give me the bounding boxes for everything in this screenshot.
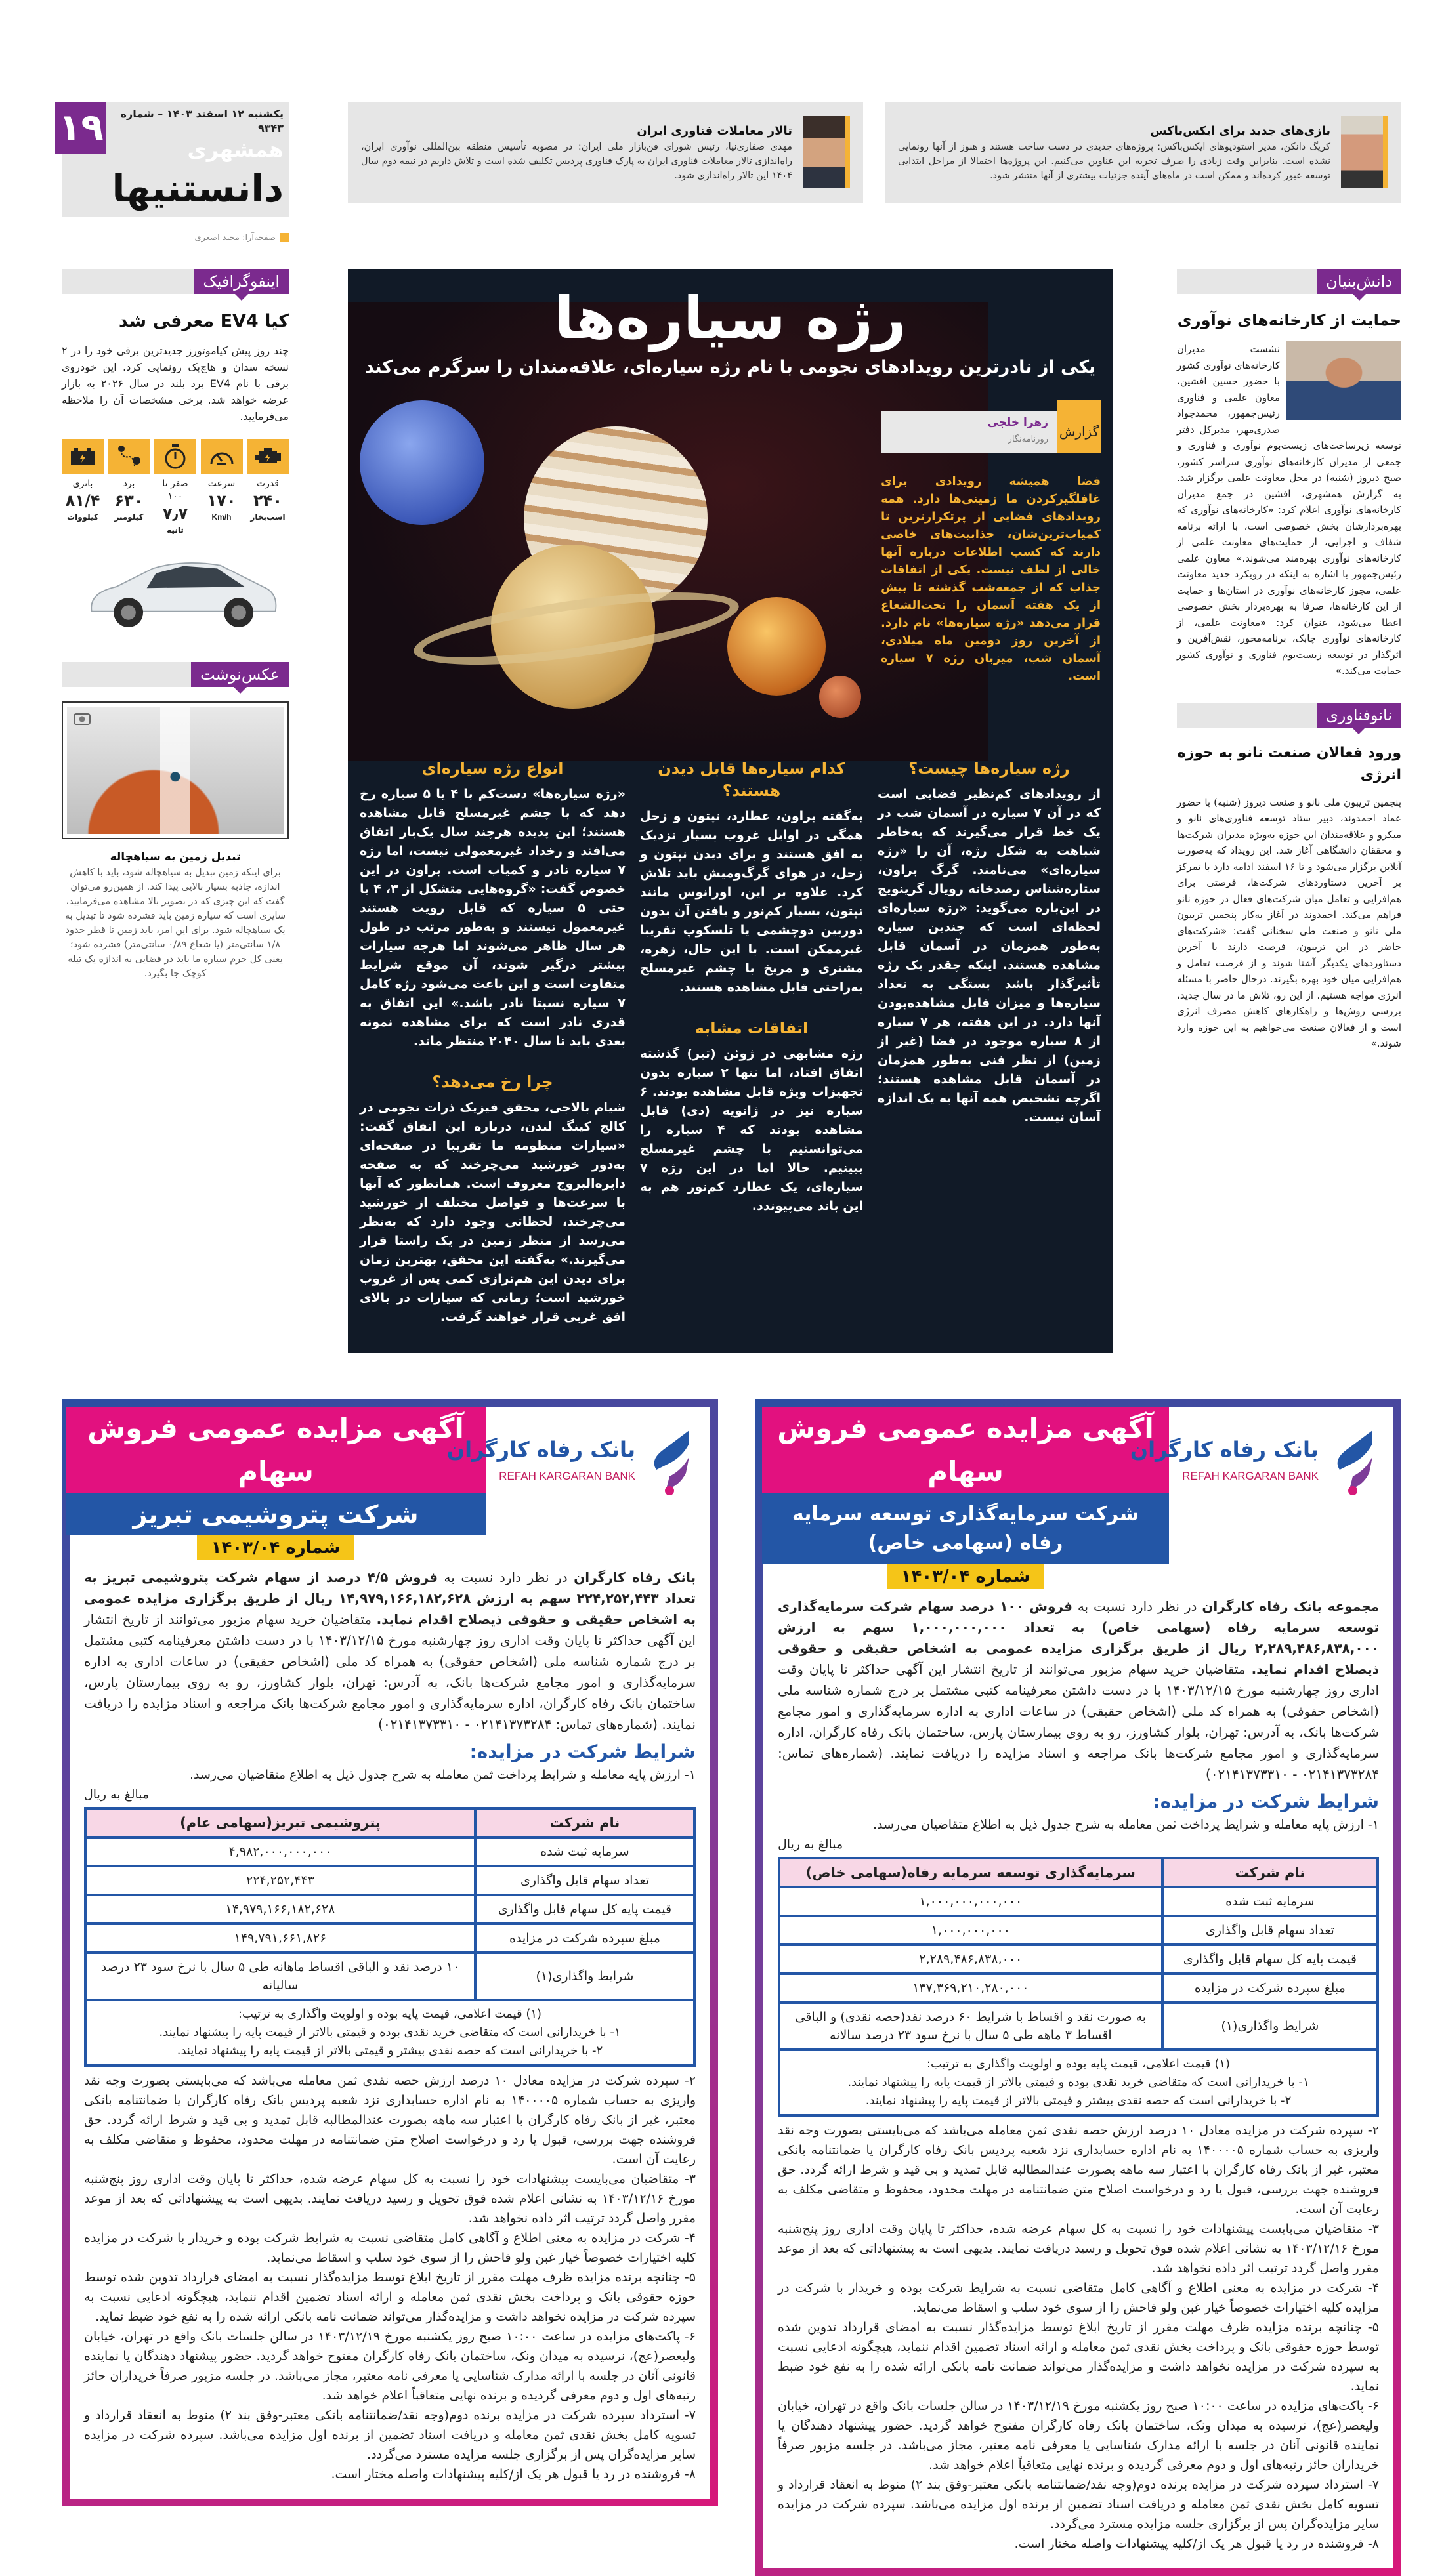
box-title: تالار معاملات فناوری ایران [637, 124, 792, 138]
section-heading: انواع رژه سیاره‌ای [421, 759, 564, 778]
section-tag: نانوفناوری [1317, 703, 1401, 728]
ad-header [84, 1407, 696, 1560]
auction-ad-tabriz-petrochemical [62, 1399, 718, 2506]
box-content [361, 116, 792, 196]
tag-bar [1177, 703, 1401, 728]
auction-table [778, 1857, 1379, 2117]
table-row: تعداد سهام قابل واگذاری ۲۲۴,۲۵۲,۴۴۳ [85, 1866, 694, 1895]
section-tag: دانش‌بنیان [1317, 269, 1401, 294]
route-icon [108, 439, 150, 474]
table-row: سرمایه ثبت شده ۴,۹۸۲,۰۰۰,۰۰۰,۰۰۰ [85, 1837, 694, 1866]
ad-titles [762, 1407, 1169, 1589]
box-content [898, 116, 1330, 196]
ad-title: آگهی مزایده عمومی فروش سهام [762, 1407, 1169, 1493]
table-row: شرایط واگذاری(۱) به صورت نقد و اقساط با شرایط ۶۰ درصد نقد(حصه نقدی) و الباقی اقساط ۳ ماهه طی ۵ سال با نرخ سود ۲۳ درصد سالانه [779, 2003, 1378, 2050]
venus-image [727, 597, 826, 696]
spec-range: برد ۶۳۰ کیلومتر [108, 439, 150, 536]
infographic [62, 269, 289, 636]
conditions-heading: شرایط شرکت در مزایده: [1153, 1791, 1379, 1812]
author-name: زهرا خلجی [987, 416, 1048, 429]
table-header: نام شرکت پتروشیمی تبریز(سهامی عام) [85, 1808, 694, 1837]
credit-marker [280, 233, 289, 242]
ad-intro: بانک رفاه کارگران در نظر دارد نسبت به فروش ۴/۵ درصد از سهام شرکت پتروشیمی تبریز به تعداد ۲۲۴,۲۵۲,۴۴۳ سهم به ارزش ۱۴,۹۷۹,۱۶۶,۱۸۲,۶۲۸ ریال از طریق برگزاری مزایده عمومی به اشخاص حقیقی و حقوقی ذیصلاح اقدام نماید. متقاضیان خرید سهام مزبور می‌توانند از تاریخ انتشار این آگهی حداکثر تا پایان وقت اداری روز چهارشنبه مورخ ۱۴۰۳/۱۲/۱۵ با در دست داشتن معرفینامه کتبی مشتمل بر درج شماره شناسه ملی (اشخاص حقوقی) به همراه کد ملی (اشخاص حقیقی) در ساعات اداری به اداره سرمایه‌گذاری و امور مجامع شرکت‌ها بانک، به آدرس: تهران، بلوار کشاورز، رو به روی بیمارستان پارس، ساختمان بانک رفاه کارگران، اداره سرمایه‌گذاری و امور مجامع شرکت‌ها بانک مراجعه و اسناد مزایده را دریافت نمایند. (شماره‌های تماس: ۰۲۱۴۱۳۷۳۲۸۴ - ۰۲۱۴۱۳۷۳۳۱۰) [84, 1569, 696, 1732]
auction-terms: ۲- سپرده شرکت در مزایده معادل ۱۰ درصد ارزش حصه نقدی ثمن معامله می‌باشد که می‌بایستی بصورت وجه نقد واریزی به حساب شماره ۱۴۰۰۰۰۵ به نام اداره حسابداری نزد شعبه پردیس بانک رفاه کارگران یا ضمانتنامه بانکی معتبر، غیر از بانک رفاه کارگران با اعتبار سه ماهه بصورت عندالمطالبه قابل تمدید و بی قید و شرط ارائه گردد. حق فروشنده جهت بررسی، قبول یا رد و درخواست اصلاح متن ضمانتنامه در مهلت محدود، محفوظ و متقاضی مکلف به رعایت آن است. ۳- متقاضیان می‌بایست پیشنهادات خود را نسبت به کل سهام عرضه شده، حداکثر تا پایان وقت اداری روز پنج‌شنبه مورخ ۱۴۰۳/۱۲/۱۶ به نشانی اعلام شده فوق تحویل و رسید دریافت نمایند. بدیهی است به پیشنهاداتی که بعد از موعد مقرر واصل گردد ترتیب اثر داده نخواهد شد. ۴- شرکت در مزایده به معنی اطلاع و آگاهی کامل متقاضی نسبت به شرایط شرکت بوده و خریدار با شرکت در مزایده کلیه اختیارات خصوصاً خیار غبن ولو فاحش را از سوی خود سلب و اسقاط می‌نماید. ۵- چنانچه برنده مزایده ظرف مهلت مقرر از تاریخ ابلاغ توسط مزایده‌گذار نسبت به امضای قرارداد تدوین شده توسط حوزه حقوقی بانک و پرداخت بخش نقدی ثمن معامله و ارائه اسناد تضمین اقدام ننماید، هیچگونه ادعایی نسبت به سپرده شرکت در مزایده نخواهد داشت و مزایده‌گذار می‌تواند ضمانت نامه بانکی ارائه شده را به نفع خود ضبط نماید. ۶- پاکت‌های مزایده در ساعت ۱۰:۰۰ صبح روز یکشنبه مورخ ۱۴۰۳/۱۲/۱۹ در سالن جلسات بانک واقع در تهران، خیابان ولیعصر(عج)، نرسیده به میدان ونک، ساختمان بانک رفاه کارگران مفتوح خواهد گردید. حضور پیشنهاد دهندگان یا نماینده قانونی آنان در جلسه با ارائه مدارک شناسایی یا معرفی نامه معتبر، مجاز می‌باشد. در جلسه مزبور صرفاً خریداران حائز رتبه‌های اول و دوم معرفی گردیده و برنده نهایی متعاقباً اعلام خواهد شد. ۷- استرداد سپرده شرکت در مزایده برنده دوم(وجه نقد/ضمانتنامه بانکی معتبر-وفق بند ۲) منوط به انعقاد قرارداد و تسویه کامل بخش نقدی ثمن معامله و دریافت اسناد تضمین از برنده اول مزایده می‌باشد. سپرده شرکت در مزایده سایر مزایده‌گران پس از برگزاری جلسه مزایده مسترد می‌گردد. ۸- فروشنده در رد یا قبول هر یک از/کلیه پیشنهادات واصله مختار است. [84, 2073, 696, 2482]
article-kind: گزارش [1057, 400, 1101, 453]
feature-title: رژه سیاره‌ها [554, 284, 906, 352]
auction-table [84, 1807, 696, 2067]
nano-article [1177, 703, 1401, 1052]
section-heading: رژه سیاره‌ها چیست؟ [908, 759, 1070, 778]
table-row: قیمت پایه کل سهام قابل واگذاری ۲,۲۸۹,۴۸۶,۸۳۸,۰۰۰ [779, 1945, 1378, 1974]
portrait-photo [803, 116, 850, 188]
feature-intro [881, 400, 1101, 685]
ads-row [62, 1399, 1401, 2576]
headline: ورود فعالان صنعت نانو به حوزه انرژی [1177, 744, 1401, 783]
box-text: کریگ دانکن، مدیر استودیوهای ایکس‌باکس: پروژه‌های جدیدی در دست ساخت هستند و هنوز از آنها رونمایی نشده است. بنابراین وقت زیادی را صرف تجربه این عناوین می‌کنیم. این پروژه‌ها احتمالا از مراحل ابتدایی توسعه عبور کرده‌اند و ممکن است در ماه‌های آینده جزئیات بیشتری از آنها منتشر شود. [898, 142, 1330, 181]
right-column [1177, 269, 1401, 1052]
planet-art [360, 400, 868, 741]
section-similar-events [640, 1017, 863, 1216]
table-row: قیمت پایه کل سهام قابل واگذاری ۱۴,۹۷۹,۱۶۶,۱۸۲,۶۲۸ [85, 1895, 694, 1924]
spec-speed: سرعت ۱۷۰ Km/h [201, 439, 243, 536]
photo-title: تبدیل زمین به سیاهچاله [110, 850, 241, 863]
section-heading: کدام سیاره‌ها قابل دیدن هستند؟ [658, 759, 845, 800]
top-box-tech-exchange [348, 102, 863, 203]
page-number: ۱۹ [55, 102, 106, 154]
section-text: رژه مشابهی در ژوئن (تیر) گذشته اتفاق افتاد، اما تنها ۲ سیاره بدون تجهیزات ویژه قابل مشاهده بودند. ۶ سیاره نیز در ژانویه (دی) قابل مشاهده بودند که ۴ سیاره را می‌توانستیم با چشم غیرمسلح ببینیم. حالا اما در این رژه ۷ سیاره‌ای، یک عطارد کم‌نور هم به این باند می‌پیوندد. [640, 1047, 863, 1213]
feature-col-3 [360, 757, 626, 1346]
engine-icon [247, 439, 289, 474]
battery-icon [62, 439, 104, 474]
section-visible-planets [640, 757, 863, 997]
ad-intro: مجموعه بانک رفاه کارگران در نظر دارد نسبت به فروش ۱۰۰ درصد سهام شرکت سرمایه‌گذاری توسعه سرمایه رفاه (سهامی خاص) به تعداد ۱,۰۰۰,۰۰۰,۰۰۰ سهم به ارزش ۲,۲۸۹,۴۸۶,۸۳۸,۰۰۰ ریال از طریق برگزاری مزایده عمومی به اشخاص حقیقی و حقوقی ذیصلاح اقدام نماید. متقاضیان خرید سهام مزبور می‌توانند از تاریخ انتشار این آگهی حداکثر تا پایان وقت اداری روز چهارشنبه مورخ ۱۴۰۳/۱۲/۱۵ با در دست داشتن معرفینامه کتبی مشتمل بر درج شماره شناسه ملی (اشخاص حقوقی) به همراه کد ملی (اشخاص حقیقی) در ساعات اداری به اداره سرمایه‌گذاری و امور مجامع شرکت‌ها بانک، به آدرس: تهران، بلوار کشاورز، رو به روی بیمارستان پارس، ساختمان بانک رفاه کارگران، اداره سرمایه‌گذاری و امور مجامع شرکت‌ها بانک مراجعه و اسناد مزایده را دریافت نمایند. (شماره‌های تماس: ۰۲۱۴۱۳۷۳۲۸۴ - ۰۲۱۴۱۳۷۳۳۱۰) [778, 1598, 1380, 1782]
feature-top-row [360, 400, 1101, 741]
feature-col-2 [640, 757, 863, 1346]
portrait-photo [1341, 116, 1388, 188]
box-text: مهدی صفاری‌نیا، رئیس شورای فن‌بازار ملی ایران: در مصوبه تأسیس منطقه بین‌المللی نوآوری ایران، راه‌اندازی تالار معاملات فناوری ایران به پارک فناوری پردیس تکلیف شده است و تلاش داریم در نیمه دوم سال ۱۴۰۴ این تالار راه‌اندازی شود. [361, 142, 792, 181]
section-why [360, 1071, 626, 1327]
bank-logo-mark [1327, 1430, 1379, 1496]
tag-bar [62, 269, 289, 294]
section-text: «رژه سیاره‌ها» دست‌کم با ۴ یا ۵ سیاره رخ دهد که با چشم غیرمسلح قابل مشاهده هستند؛ این پدیده هرچند سال یک‌بار اتفاق می‌افتد و رخداد غیرمعمولی نیست، اما رژه ۷ سیاره نادر و کمیاب است. براون در این خصوص گفت: «گروه‌هایی متشکل از ۳، ۴ یا حتی ۵ سیاره که قابل رویت هستند غیرمعمول نیستند و به‌طور مرتب در طول هر سال ظاهر می‌شوند اما هرچه سیارات بیشتر درگیر شوند، آن موقع شرایط متفاوت است و این باعث می‌شود رژه کامل ۷ سیاره نسبتا نادر باشد.» این اتفاق به قدری نادر است که برای مشاهده نمونه بعدی باید تا سال ۲۰۴۰ منتظر ماند. [360, 787, 626, 1049]
date-line: یکشنبه ۱۲ اسفند ۱۴۰۳ – شماره ۹۳۴۳ [120, 108, 284, 135]
conditions-heading: شرایط شرکت در مزایده: [469, 1741, 696, 1762]
feature-planet-parade [348, 269, 1113, 1353]
article-photo [1286, 341, 1401, 420]
mars-image [819, 676, 861, 718]
table-footnote: (۱) قیمت اعلامی، قیمت پایه بوده و اولویت واگذاری به ترتیب: ۱- با خریدارانی است که متقاضی خرید نقدی بوده و قیمتی بالاتر از قیمت پایه را پیشنهاد نمایند. ۲- با خریدارانی است که حصه نقدی بیشتر و قیمتی بالاتر از قیمت پایه را پیشنهاد نمایند. [85, 2000, 694, 2066]
currency-note: مبالغ به ریال [778, 1837, 843, 1852]
camera-icon [74, 713, 91, 725]
section-text: شیام بالاجی، محقق فیزیک ذرات نجومی در کالج کینگ لندن، درباره این اتفاق گفت: «سیارات منظومه ما تقریبا در صفحه‌ای به‌دور خورشید می‌چرخند که به صفحه دایره‌البروج معروف است. همانطور که آنها با سرعت‌ها و فواصل مختلف از خورشید می‌چرخند، لحظاتی وجود دارد که به‌نظر می‌رسد از منظر زمین در یک راستا قرار می‌گیرند.» به‌گفته این محقق، بهترین زمان برای دیدن این هم‌ترازی کمی پس از غروب خورشید است؛ زمانی که سیارات در بالای افق غربی قرار خواهند گرفت. [360, 1100, 626, 1324]
table-row: تعداد سهام قابل واگذاری ۱,۰۰۰,۰۰۰,۰۰۰ [779, 1916, 1378, 1945]
currency-note: مبالغ به ریال [84, 1787, 150, 1802]
layout-credit: صفحه‌آرا: مجید اصغری [62, 231, 289, 244]
section-what-is [878, 757, 1101, 1127]
table-row: مبلغ سپرده شرکت در مزایده ۱۳۷,۳۶۹,۲۱۰,۲۸۰,۰۰۰ [779, 1974, 1378, 2003]
photo-marble-in-bottle [67, 707, 284, 834]
bank-logo: بانک رفاه کارگران REFAH KARGARAN BANK [486, 1426, 696, 1505]
condition-1: ۱- ارزش پایه معامله و شرایط پرداخت ثمن معامله به شرح جدول ذیل به اطلاع متقاضیان می‌رسد. [189, 1768, 696, 1782]
section-text: از رویدادهای کم‌نظیر فضایی است که در آن ۷ سیاره در آسمان شب در یک خط قرار می‌گیرند که به‌خاطر شباهت به شکل رژه، آن را «رژه سیاره‌ای» می‌نامند. گرگ براون، ستاره‌شناس رصدخانه رویال گرینویچ در این‌باره می‌گوید: «رژه سیاره‌ای لحظه‌ای است که چندین سیاره به‌طور همزمان در آسمان قابل مشاهده هستند. اینکه چقدر یک رژه تأثیرگذار باشد بستگی به تعداد سیاره‌ها و میزان قابل مشاهده‌بودن آنها دارد. در این هفته، هر ۷ سیاره از ۸ سیاره موجود در فضا (غیر از زمین) از نظر فنی به‌طور همزمان در آسمان قابل مشاهده هستند؛ اگرچه تشخیص همه آنها به یک اندازه آسان نیست. [878, 787, 1101, 1125]
table-row: مبلغ سپرده شرکت در مزایده ۱۴۹,۷۹۱,۶۶۱,۸۲۶ [85, 1924, 694, 1953]
feature-sections [360, 757, 1101, 1346]
ad-header [778, 1407, 1379, 1589]
paper-logo: همشهری [187, 137, 284, 162]
ad-company: شرکت سرمایه‌گذاری توسعه سرمایه رفاه (سهامی خاص) [762, 1493, 1169, 1564]
masthead [58, 102, 289, 217]
bank-logo-mark [643, 1430, 696, 1496]
photo-caption: برای اینکه زمین تبدیل به سیاهچاله شود، باید با کاهش اندازه، جاذبه بسیار بالایی پیدا کند. از همین‌رو می‌توان گفت که این چیزی که در تصویر بالا مشاهده می‌فرمایید، سایزی است که سیاره زمین باید فشرده شود تا تبدیل به یک سیاهچاله شود. برای این امر، باید زمین تا قطر حدود ۱/۸ سانتی‌متر (یا شعاع ۰/۸۹ سانتی‌متر) فشرده شود؛ یعنی کل جرم سیاره ما باید در فضایی به اندازه یک تیله کوچک جا بگیرد. [64, 867, 286, 979]
knowledge-article [1177, 269, 1401, 679]
headline: کیا EV4 معرفی شد [118, 311, 289, 331]
table-footnote: (۱) قیمت اعلامی، قیمت پایه بوده و اولویت واگذاری به ترتیب: ۱- با خریدارانی است که متقاضی خرید نقدی بوده و قیمتی بالاتر از قیمت پایه را پیشنهاد نمایند. ۲- با خریدارانی است که حصه نقدی بیشتر و قیمتی بالاتر از قیمت پایه را پیشنهاد نمایند. [779, 2050, 1378, 2115]
spec-acceleration: صفر تا ۱۰۰ ۷٫۷ ثانیه [154, 439, 196, 536]
page-body [62, 269, 1401, 2576]
photo-note [62, 662, 289, 981]
section-heading: چرا رخ می‌دهد؟ [432, 1073, 553, 1091]
spec-list [62, 439, 289, 536]
ad-number: شماره ۱۴۰۳/۰۴ [887, 1564, 1045, 1589]
author-role: روزنامه‌نگار [1008, 434, 1048, 444]
feature-subtitle: یکی از نادرترین رویدادهای نجومی با نام رژه سیاره‌ای، علاقه‌مندان را سرگرم می‌کند [364, 357, 1096, 377]
neptune-image [360, 400, 484, 525]
feature-lead: فضا همیشه رویدادی برای غافلگیرکردن ما زمینی‌ها دارد. همه رویدادهای فضایی از پرتکرارترین تا کمیاب‌ترین‌شان، جذابیت‌های خاصی دارند که کسب اطلاعات درباره آنها خالی از لطف نیست. یکی از اتفاقات جذاب که از جمعه‌شب گذشته تا بیش از یک هفته آسمان را تحت‌الشعاع قرار می‌دهد «رژه سیاره‌ها» نام دارد. از آخرین روز دومین ماه میلادی، آسمان شب، میزبان رژه ۷ سیاره است. [881, 474, 1101, 683]
ad-number: شماره ۱۴۰۳/۰۴ [197, 1535, 355, 1560]
left-column [62, 269, 289, 981]
byline [881, 411, 1101, 453]
speedometer-icon [201, 439, 243, 474]
masthead-text [106, 102, 289, 217]
auction-terms: ۲- سپرده شرکت در مزایده معادل ۱۰ درصد ارزش حصه نقدی ثمن معامله می‌باشد که می‌بایستی بصورت وجه نقد واریزی به حساب شماره ۱۴۰۰۰۰۵ به نام اداره حسابداری نزد شعبه پردیس بانک رفاه کارگران یا ضمانتنامه بانکی معتبر، غیر از بانک رفاه کارگران با اعتبار سه ماهه بصورت عندالمطالبه قابل تمدید و بی قید و شرط ارائه گردد. حق فروشنده جهت بررسی، قبول یا رد و درخواست اصلاح متن ضمانتنامه در مهلت محدود، محفوظ و متقاضی مکلف به رعایت آن است. ۳- متقاضیان می‌بایست پیشنهادات خود را نسبت به کل سهام عرضه شده، حداکثر تا پایان وقت اداری روز پنج‌شنبه مورخ ۱۴۰۳/۱۲/۱۶ به نشانی اعلام شده فوق تحویل و رسید دریافت نمایند. بدیهی است به پیشنهاداتی که بعد از موعد مقرر واصل گردد ترتیب اثر داده نخواهد شد. ۴- شرکت در مزایده به معنی اطلاع و آگاهی کامل متقاضی نسبت به شرایط شرکت بوده و خریدار با شرکت در مزایده کلیه اختیارات خصوصاً خیار غبن ولو فاحش را از سوی خود سلب و اسقاط می‌نماید. ۵- چنانچه برنده مزایده ظرف مهلت مقرر از تاریخ ابلاغ توسط مزایده‌گذار نسبت به امضای قرارداد تدوین شده توسط حوزه حقوقی بانک و پرداخت بخش نقدی ثمن معامله و ارائه اسناد تضمین اقدام ننماید، هیچگونه ادعایی نسبت به سپرده شرکت در مزایده نخواهد داشت و مزایده‌گذار می‌تواند ضمانت نامه بانکی ارائه شده را به نفع خود ضبط نماید. ۶- پاکت‌های مزایده در ساعت ۱۰:۰۰ صبح روز یکشنبه مورخ ۱۴۰۳/۱۲/۱۹ در سالن جلسات بانک واقع در تهران، خیابان ولیعصر(عج)، نرسیده به میدان ونک، ساختمان بانک رفاه کارگران مفتوح خواهد گردید. حضور پیشنهاد دهندگان یا نماینده قانونی آنان در جلسه با ارائه مدارک شناسایی یا معرفی نامه معتبر، مجاز می‌باشد. در جلسه مزبور صرفاً خریداران حائز رتبه‌های اول و دوم معرفی گردیده و برنده نهایی متعاقباً اعلام خواهد شد. ۷- استرداد سپرده شرکت در مزایده برنده دوم(وجه نقد/ضمانتنامه بانکی معتبر-وفق بند ۲) منوط به انعقاد قرارداد و تسویه کامل بخش نقدی ثمن معامله و دریافت اسناد تضمین از برنده اول مزایده می‌باشد. سپرده شرکت در مزایده سایر مزایده‌گران پس از برگزاری جلسه مزایده مسترد می‌گردد. ۸- فروشنده در رد یا قبول هر یک از/کلیه پیشنهادات واصله مختار است. [777, 2123, 1380, 2551]
photo-frame [62, 701, 289, 839]
section-text: به‌گفته براون، عطارد، نپتون و زحل همگی در اوایل غروب بسیار نزدیک به افق هستند و برای دیدن نپتون و زحل، در هوای گرگ‌ومیش باید تلاش کرد. علاوه بر این، اورانوس مانند نپتون، بسیار کم‌نور و یافتن آن بدون دوربین دوچشمی یا تلسکوپ تقریبا غیرممکن است. با این حال، زهره، مشتری و مریخ با چشم غیرمسلح به‌راحتی قابل مشاهده هستند. [640, 809, 863, 995]
section-heading: اتفاقات مشابه [694, 1019, 809, 1037]
article-text: پنجمین تریبون ملی نانو و صنعت دیروز (شنبه) با حضور عماد احمدوند، دبیر ستاد توسعه فناوری‌های نانو و میکرو و علاقه‌مندان این حوزه به‌ویژه مدیران شرکت‌ها و محققان دانشگاهی آغاز شد. این رویداد که به‌صورت آنلاین برگزار می‌شود و تا ۱۶ اسفند ادامه دارد با تمرکز بر آخرین دستاوردهای شرکت‌ها، فرصتی برای هم‌افزایی و تعامل میان شرکت‌های فعال در حوزه نانو فراهم می‌کند. احمدوند در آغاز به‌کار پنجمین تریبون ملی نانو و صنعت طی سخنانی گفت: «شرکت‌های حاضر در این تریبون، فرصت دارند با آخرین دستاوردهای یکدیگر آشنا شوند و از فرصت تعامل و هم‌افزایی میان خود بهره بگیرند. درحال حاضر با مسئله انرژی مواجه هستیم. از این رو، تلاش ما در سال جدید، بررسی روش‌ها و راهکارهای کاهش مصرف انرژی است و از فعالان صنعت می‌خواهیم به این حوزه وارد شوند.» [1177, 796, 1401, 1049]
top-box-xbox [885, 102, 1401, 203]
condition-1: ۱- ارزش پایه معامله و شرایط پرداخت ثمن معامله به شرح جدول ذیل به اطلاع متقاضیان می‌رسد. [872, 1818, 1379, 1832]
article-text: نشست مدیران کارخانه‌های نوآوری کشور با حضور حسین افشین، معاون علمی و فناوری رئیس‌جمهور، محمدجواد صدری‌مهر، مدیرکل دفتر توسعه زیرساخت‌های زیست‌بوم نوآوری و فناوری و جمعی از مدیران کارخانه‌های نوآوری سراسر کشور، صبح دیروز (شنبه) در محل معاونت علمی برگزار شد. به گزارش همشهری، افشین در جمع مدیران کارخانه‌های نوآوری اعلام کرد: «کارخانه‌های نوآوری که بهره‌بردارشان بخش خصوصی است، با ارائه برنامه شفاف و اجرایی، از حمایت‌های معاونت علمی از کارخانه‌های نوآوری بهره‌مند می‌شوند.» معاون علمی رئیس‌جمهور با اشاره به اینکه در رویکرد جدید معاونت علمی، مجوز کارخانه‌های نوآوری در استان‌ها و حمایت از این کارخانه‌ها، صرفا به بهره‌بردار بخش خصوصی اعطا می‌شود، عنوان کرد: «معاونت علمی، از کارخانه‌های نوآوری چابک، برنامه‌محور، نقش‌آفرین و اثرگذار در توسعه زیست‌بوم فناوری و نوآوری کشور حمایت می‌کند.» [1177, 341, 1401, 679]
spec-battery: باتری ۸۱/۴ کیلووات [62, 439, 104, 536]
table-row: سرمایه ثبت شده ۱,۰۰۰,۰۰۰,۰۰۰,۰۰۰ [779, 1887, 1378, 1916]
section-types [360, 757, 626, 1051]
main-columns [62, 269, 1401, 1353]
section-tag: اینفوگرافیک [194, 269, 289, 294]
section-title: دانستنیها [112, 166, 284, 211]
headline: حمایت از کارخانه‌های نوآوری [1177, 311, 1401, 329]
auction-ad-refah-investment [755, 1399, 1401, 2576]
ad-company: شرکت پتروشیمی تبریز [66, 1493, 486, 1535]
table-header: نام شرکت سرمایه‌گذاری توسعه سرمایه رفاه(سهامی خاص) [779, 1858, 1378, 1887]
section-tag: عکس‌نوشت [191, 662, 289, 687]
tag-bar [62, 662, 289, 687]
spec-power: قدرت ۲۴۰ اسب‌بخار [247, 439, 289, 536]
table-row: شرایط واگذاری(۱) ۱۰ درصد نقد و الباقی اقساط ماهانه طی ۵ سال با نرخ سود ۲۳ درصد سالیانه [85, 1953, 694, 2000]
ad-titles [66, 1407, 486, 1560]
car-image [72, 544, 289, 636]
ad-title: آگهی مزایده عمومی فروش سهام [66, 1407, 486, 1493]
feature-col-1 [878, 757, 1101, 1346]
intro-text: چند روز پیش کیاموتورز جدیدترین برقی خود را در ۲ نسخه سدان و هاچ‌بک رونمایی کرد. این خودروی برقی با نام EV4 برد بلند در سال ۲۰۲۶ به بازار عرضه خواهد شد. برخی مشخصات آن را ملاحظه می‌فرمایید. [62, 344, 289, 423]
stopwatch-icon [154, 439, 196, 474]
bank-logo: بانک رفاه کارگران REFAH KARGARAN BANK [1169, 1426, 1379, 1505]
tag-bar [1177, 269, 1401, 294]
box-title: بازی‌های جدید برای ایکس‌باکس [1150, 124, 1330, 138]
